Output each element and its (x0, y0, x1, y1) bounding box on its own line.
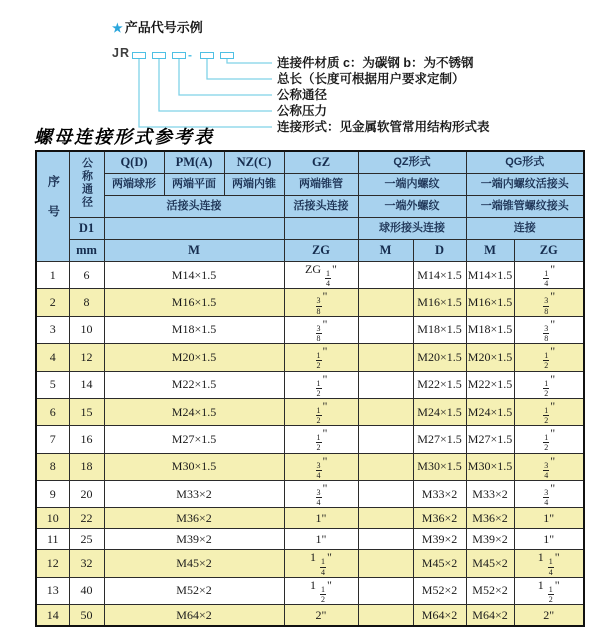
cell-dn: 15 (69, 398, 104, 425)
cell-qz-m (358, 453, 413, 480)
cell-qz-d: M36×2 (413, 508, 466, 529)
cell-gz-size: $\frac{1}{2}$ " (284, 371, 358, 398)
cell-m-thread: M18×1.5 (104, 316, 284, 343)
cell-qz-d: M18×1.5 (413, 316, 466, 343)
cell-no: 12 (36, 550, 69, 577)
cell-qz-d: M24×1.5 (413, 398, 466, 425)
cell-qg-zg: 1" (514, 529, 584, 550)
cell-qg-m: M22×1.5 (466, 371, 514, 398)
diagram-title-text: 产品代号示例 (124, 20, 203, 35)
table-row (36, 453, 584, 480)
cell-m-thread: M16×1.5 (104, 289, 284, 316)
cell-dn: 50 (69, 605, 104, 627)
cell-m-thread: M30×1.5 (104, 453, 284, 480)
cell-no: 2 (36, 289, 69, 316)
cell-no: 13 (36, 577, 69, 604)
cell-dn: 20 (69, 481, 104, 508)
cell-qz-m (358, 605, 413, 627)
cell-gz-size: 2" (284, 605, 358, 627)
table-row (36, 550, 584, 577)
header-unit-qz-d: D (413, 240, 466, 262)
header-unit-m: M (104, 240, 284, 262)
header-qg-desc: 一端内螺纹活接头 (466, 174, 584, 196)
cell-no: 1 (36, 262, 69, 289)
cell-gz-size: $\frac{3}{4}$ " (284, 453, 358, 480)
cell-qz-m (358, 508, 413, 529)
cell-no: 3 (36, 316, 69, 343)
header-type-nz: NZ(C) (224, 151, 284, 174)
cell-qg-m: M64×2 (466, 605, 514, 627)
table-row (36, 289, 584, 316)
cell-qg-m: M36×2 (466, 508, 514, 529)
cell-qz-m (358, 316, 413, 343)
cell-qz-d: M27×1.5 (413, 426, 466, 453)
table-row (36, 344, 584, 371)
cell-qz-m (358, 529, 413, 550)
cell-gz-size: 1" (284, 508, 358, 529)
product-prefix: JR (112, 46, 130, 60)
cell-qg-m: M39×2 (466, 529, 514, 550)
header-qg-conn: 连接 (466, 218, 584, 240)
header-qz-desc2: 一端外螺纹 (358, 196, 466, 218)
cell-dn: 6 (69, 262, 104, 289)
cell-qg-m: M30×1.5 (466, 453, 514, 480)
cell-no: 6 (36, 398, 69, 425)
header-no: 序号 (36, 151, 69, 262)
cell-qg-zg: $\frac{1}{2}$ " (514, 426, 584, 453)
cell-qz-m (358, 481, 413, 508)
cell-qg-zg: $\frac{3}{8}$ " (514, 289, 584, 316)
cell-qg-zg: $\frac{1}{2}$ " (514, 371, 584, 398)
cell-no: 4 (36, 344, 69, 371)
cell-qg-zg: $\frac{3}{4}$ " (514, 453, 584, 480)
cell-qz-d: M39×2 (413, 529, 466, 550)
table-body (36, 262, 584, 627)
table-row (36, 426, 584, 453)
cell-m-thread: M45×2 (104, 550, 284, 577)
cell-qz-m (358, 577, 413, 604)
label-material: 连接件材质 c：为碳钢 b：为不锈钢 (277, 56, 474, 70)
cell-qz-m (358, 289, 413, 316)
code-dash: - (188, 48, 192, 62)
cell-m-thread: M64×2 (104, 605, 284, 627)
cell-dn: 40 (69, 577, 104, 604)
header-gz-conn: 活接头连接 (284, 196, 358, 218)
cell-no: 7 (36, 426, 69, 453)
table-row (36, 605, 584, 627)
header-type-pm: PM(A) (164, 151, 224, 174)
cell-qz-d: M20×1.5 (413, 344, 466, 371)
cell-qz-d: M14×1.5 (413, 262, 466, 289)
cell-m-thread: M36×2 (104, 508, 284, 529)
cell-qg-m: M24×1.5 (466, 398, 514, 425)
header-qg-desc2: 一端锥管螺纹接头 (466, 196, 584, 218)
cell-qz-m (358, 550, 413, 577)
cell-gz-size: ZG $\frac{1}{4}$ " (284, 262, 358, 289)
header-row-desc1 (36, 174, 584, 196)
cell-dn: 10 (69, 316, 104, 343)
cell-qg-m: M20×1.5 (466, 344, 514, 371)
table-row (36, 481, 584, 508)
cell-gz-size: $\frac{1}{2}$ " (284, 344, 358, 371)
cell-qg-m: M45×2 (466, 550, 514, 577)
cell-qz-m (358, 398, 413, 425)
table-row (36, 398, 584, 425)
cell-qg-m: M18×1.5 (466, 316, 514, 343)
cell-m-thread: M22×1.5 (104, 371, 284, 398)
cell-qz-d: M52×2 (413, 577, 466, 604)
table-row (36, 371, 584, 398)
cell-qg-zg: $\frac{3}{4}$ " (514, 481, 584, 508)
header-pm-desc: 两端平面 (164, 174, 224, 196)
cell-qg-m: M27×1.5 (466, 426, 514, 453)
cell-qg-m: M33×2 (466, 481, 514, 508)
table-row (36, 262, 584, 289)
cell-qg-zg: $\frac{3}{8}$ " (514, 316, 584, 343)
header-type-qg: QG形式 (466, 151, 584, 174)
cell-qz-d: M30×1.5 (413, 453, 466, 480)
cell-gz-size: 1" (284, 529, 358, 550)
cell-qz-d: M33×2 (413, 481, 466, 508)
cell-dn: 25 (69, 529, 104, 550)
header-gz-desc: 两端锥管 (284, 174, 358, 196)
cell-qz-m (358, 371, 413, 398)
header-d1-empty-left (104, 218, 284, 240)
cell-no: 9 (36, 481, 69, 508)
cell-qg-zg: $\frac{1}{2}$ " (514, 398, 584, 425)
cell-m-thread: M33×2 (104, 481, 284, 508)
header-unit-qz-m: M (358, 240, 413, 262)
header-d1: D1 (69, 218, 104, 240)
cell-no: 11 (36, 529, 69, 550)
cell-m-thread: M20×1.5 (104, 344, 284, 371)
header-type-gz: GZ (284, 151, 358, 174)
label-connection: 连接形式：见金属软管常用结构形式表 (277, 120, 490, 134)
header-row-types (36, 151, 584, 174)
cell-gz-size: $\frac{3}{4}$ " (284, 481, 358, 508)
table-title: 螺母连接形式参考表 (34, 127, 214, 147)
cell-qz-m (358, 426, 413, 453)
header-row-desc2 (36, 196, 584, 218)
header-row-units (36, 240, 584, 262)
cell-qg-zg: $\frac{1}{2}$ " (514, 344, 584, 371)
cell-qg-zg: 1 $\frac{1}{4}$ " (514, 550, 584, 577)
cell-qg-m: M14×1.5 (466, 262, 514, 289)
cell-no: 8 (36, 453, 69, 480)
cell-gz-size: $\frac{1}{2}$ " (284, 398, 358, 425)
cell-dn: 22 (69, 508, 104, 529)
header-qz-desc: 一端内螺纹 (358, 174, 466, 196)
cell-qz-d: M45×2 (413, 550, 466, 577)
nut-connection-table (35, 150, 585, 627)
header-dn: 公称通径 (69, 151, 104, 218)
cell-dn: 8 (69, 289, 104, 316)
cell-qz-m (358, 344, 413, 371)
table-header (36, 151, 584, 262)
table-row (36, 316, 584, 343)
cell-qg-m: M52×2 (466, 577, 514, 604)
header-d1-empty-gz (284, 218, 358, 240)
header-unit-zg: ZG (284, 240, 358, 262)
cell-gz-size: $\frac{3}{8}$ " (284, 289, 358, 316)
cell-gz-size: $\frac{1}{2}$ " (284, 426, 358, 453)
cell-m-thread: M39×2 (104, 529, 284, 550)
cell-no: 14 (36, 605, 69, 627)
cell-dn: 14 (69, 371, 104, 398)
header-type-q: Q(D) (104, 151, 164, 174)
header-union-conn: 活接头连接 (104, 196, 284, 218)
cell-m-thread: M52×2 (104, 577, 284, 604)
cell-qz-d: M22×1.5 (413, 371, 466, 398)
header-q-desc: 两端球形 (104, 174, 164, 196)
label-diameter: 公称通径 (277, 88, 328, 102)
cell-dn: 12 (69, 344, 104, 371)
cell-gz-size: 1 $\frac{1}{2}$ " (284, 577, 358, 604)
cell-dn: 16 (69, 426, 104, 453)
header-unit-qg-zg: ZG (514, 240, 584, 262)
header-row-d1 (36, 218, 584, 240)
label-length: 总长（长度可根据用户要求定制） (277, 72, 465, 86)
cell-qg-m: M16×1.5 (466, 289, 514, 316)
cell-m-thread: M27×1.5 (104, 426, 284, 453)
cell-no: 10 (36, 508, 69, 529)
cell-no: 5 (36, 371, 69, 398)
cell-m-thread: M24×1.5 (104, 398, 284, 425)
star-icon: ★ (112, 21, 123, 35)
header-unit-qg-m: M (466, 240, 514, 262)
table-row (36, 577, 584, 604)
cell-qg-zg: 2" (514, 605, 584, 627)
cell-qz-d: M64×2 (413, 605, 466, 627)
cell-dn: 32 (69, 550, 104, 577)
cell-gz-size: 1 $\frac{1}{4}$ " (284, 550, 358, 577)
cell-gz-size: $\frac{3}{8}$ " (284, 316, 358, 343)
cell-qz-d: M16×1.5 (413, 289, 466, 316)
header-unit-mm: mm (69, 240, 104, 262)
cell-qg-zg: 1" (514, 508, 584, 529)
cell-m-thread: M14×1.5 (104, 262, 284, 289)
table-row (36, 529, 584, 550)
cell-qg-zg: $\frac{1}{4}$ " (514, 262, 584, 289)
header-type-qz: QZ形式 (358, 151, 466, 174)
cell-qg-zg: 1 $\frac{1}{2}$ " (514, 577, 584, 604)
header-qz-conn: 球形接头连接 (358, 218, 466, 240)
cell-dn: 18 (69, 453, 104, 480)
header-nz-desc: 两端内锥 (224, 174, 284, 196)
label-pressure: 公称压力 (277, 104, 328, 118)
table-row (36, 508, 584, 529)
cell-qz-m (358, 262, 413, 289)
